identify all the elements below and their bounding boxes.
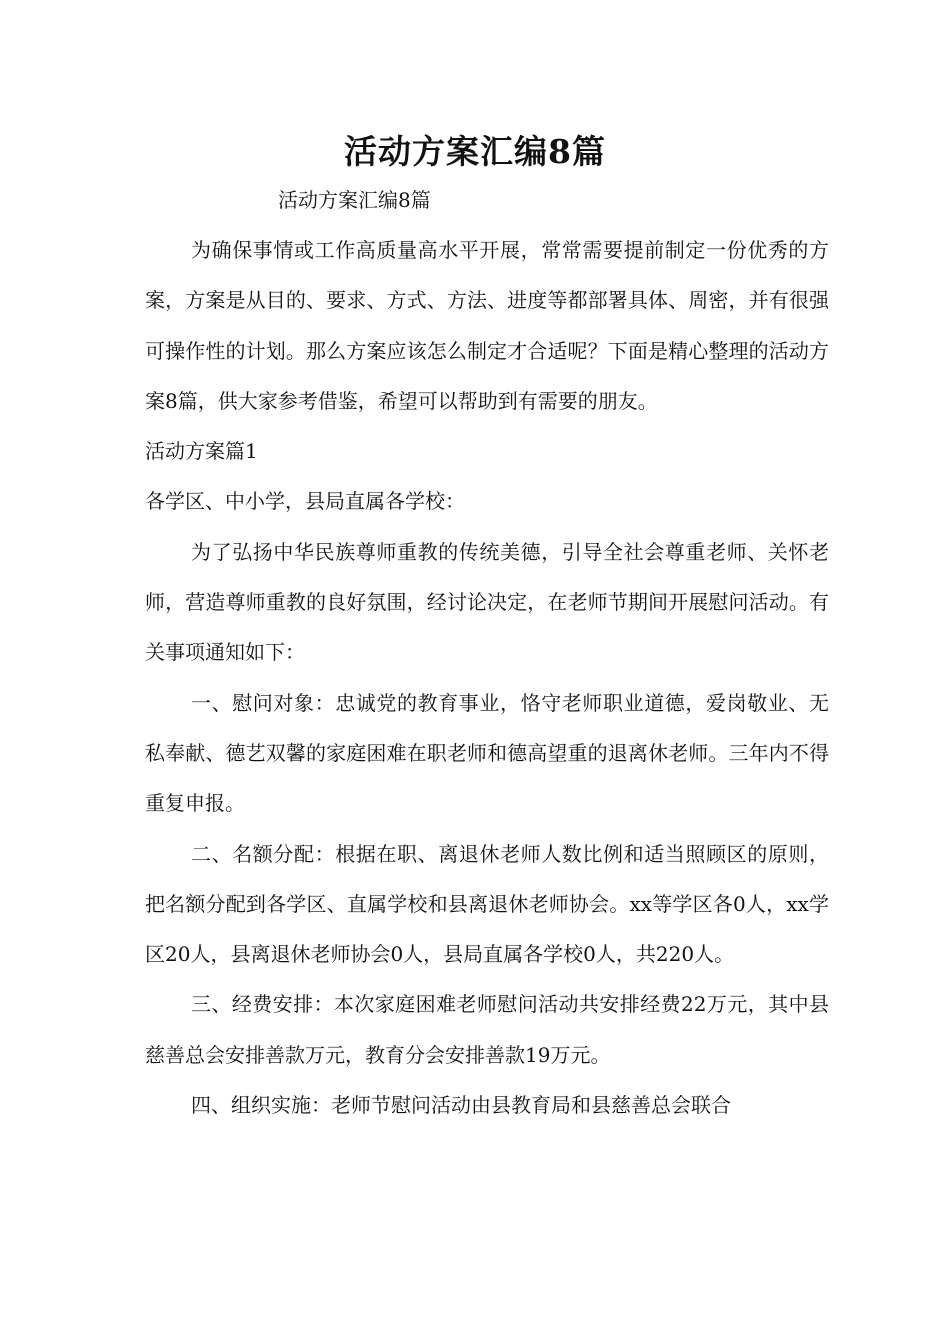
document-subtitle: 活动方案汇编8篇 [278,188,431,212]
notice-paragraph: 为了弘扬中华民族尊师重教的传统美德，引导全社会尊重老师、关怀老师，营造尊师重教的良好氛围，经讨论决定，在老师节期间开展慰问活动。有关事项通知如下： [145,539,829,665]
section-heading: 活动方案篇1 [145,439,258,464]
document-body [145,225,829,1130]
document-title: 活动方案汇编8篇 [344,132,606,171]
item-paragraph-3: 三、经费安排：本次家庭困难老师慰问活动共安排经费22万元，其中县慈善总会安排善款万元，教育分会安排善款19万元。 [145,992,829,1067]
item-paragraph-4: 四、组织实施：老师节慰问活动由县教育局和县慈善总会联合 [191,1093,731,1118]
item-paragraph-1: 一、慰问对象：忠诚党的教育事业，恪守老师职业道德，爱岗敬业、无私奉献、德艺双馨的家庭困难在职老师和德高望重的退离休老师。三年内不得重复申报。 [145,690,829,816]
item-paragraph-2: 二、名额分配：根据在职、离退休老师人数比例和适当照顾区的原则，把名额分配到各学区、直属学校和县离退休老师协会。xx等学区各0人，xx学区20人，县离退休老师协会0人，县局直属各学校0人，共220人。 [145,841,829,967]
salutation: 各学区、中小学，县局直属各学校： [145,489,465,514]
intro-paragraph: 为确保事情或工作高质量高水平开展，常常需要提前制定一份优秀的方案，方案是从目的、要求、方式、方法、进度等都部署具体、周密，并有很强可操作性的计划。那么方案应该怎么制定才合适呢？下面是精心整理的活动方案8篇，供大家参考借鉴，希望可以帮助到有需要的朋友。 [145,238,829,413]
